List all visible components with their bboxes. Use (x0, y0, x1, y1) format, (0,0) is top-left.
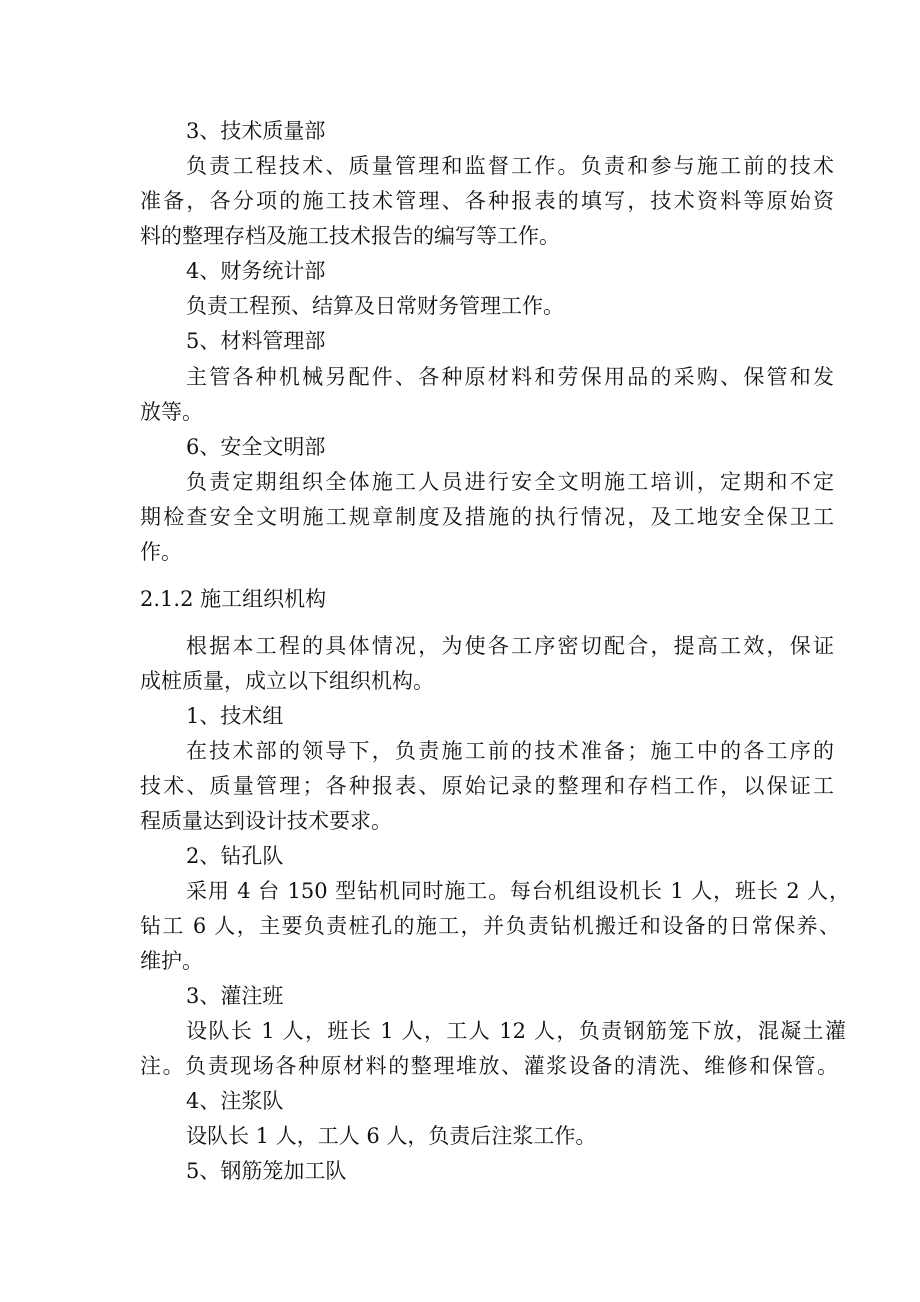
org-heading-drilling-team: 2、钻孔队 (186, 844, 284, 868)
org-heading-rebar-cage-team: 5、钢筋笼加工队 (186, 1159, 347, 1183)
section-heading-safety: 6、安全文明部 (186, 435, 326, 459)
paragraph-line: 注。负责现场各种原材料的整理堆放、灌浆设备的清洗、维修和保管。 (140, 1054, 838, 1078)
paragraph-line: 设队长 1 人，工人 6 人，负责后注浆工作。 (186, 1124, 597, 1148)
paragraph-line: 期检查安全文明施工规章制度及措施的执行情况，及工地安全保卫工 (140, 505, 834, 529)
paragraph-line: 准备，各分项的施工技术管理、各种报表的填写，技术资料等原始资 (140, 189, 834, 213)
org-heading-grouting-team: 4、注浆队 (186, 1089, 284, 1113)
paragraph-line: 作。 (140, 540, 182, 564)
section-heading-technical-quality: 3、技术质量部 (186, 119, 326, 143)
paragraph-line: 料的整理存档及施工技术报告的编写等工作。 (140, 224, 560, 248)
paragraph-line: 在技术部的领导下，负责施工前的技术准备；施工中的各工序的 (186, 739, 834, 763)
paragraph-line: 技术、质量管理；各种报表、原始记录的整理和存档工作，以保证工 (140, 774, 834, 798)
section-heading-finance: 4、财务统计部 (186, 259, 326, 283)
section-heading-materials: 5、材料管理部 (186, 329, 326, 353)
org-heading-pouring-team: 3、灌注班 (186, 984, 284, 1008)
paragraph-line: 维护。 (140, 949, 203, 973)
paragraph-line: 采用 4 台 150 型钻机同时施工。每台机组设机长 1 人，班长 2 人， (186, 879, 850, 903)
paragraph-line: 放等。 (140, 400, 203, 424)
paragraph-line: 负责工程技术、质量管理和监督工作。负责和参与施工前的技术 (186, 154, 834, 178)
paragraph-line: 根据本工程的具体情况，为使各工序密切配合，提高工效，保证 (186, 634, 834, 658)
paragraph-line: 主管各种机械另配件、各种原材料和劳保用品的采购、保管和发 (186, 365, 834, 389)
org-heading-technical-team: 1、技术组 (186, 704, 284, 728)
paragraph-line: 程质量达到设计技术要求。 (140, 809, 392, 833)
paragraph-line: 钻工 6 人，主要负责桩孔的施工，并负责钻机搬迁和设备的日常保养、 (140, 914, 840, 938)
paragraph-line: 负责定期组织全体施工人员进行安全文明施工培训，定期和不定 (186, 470, 834, 494)
paragraph-line: 成桩质量，成立以下组织机构。 (140, 669, 434, 693)
section-title-construction-organization: 2.1.2 施工组织机构 (140, 587, 327, 611)
paragraph-line: 负责工程预、结算及日常财务管理工作。 (186, 294, 564, 318)
paragraph-line: 设队长 1 人，班长 1 人，工人 12 人，负责钢筋笼下放，混凝土灌 (186, 1019, 846, 1043)
